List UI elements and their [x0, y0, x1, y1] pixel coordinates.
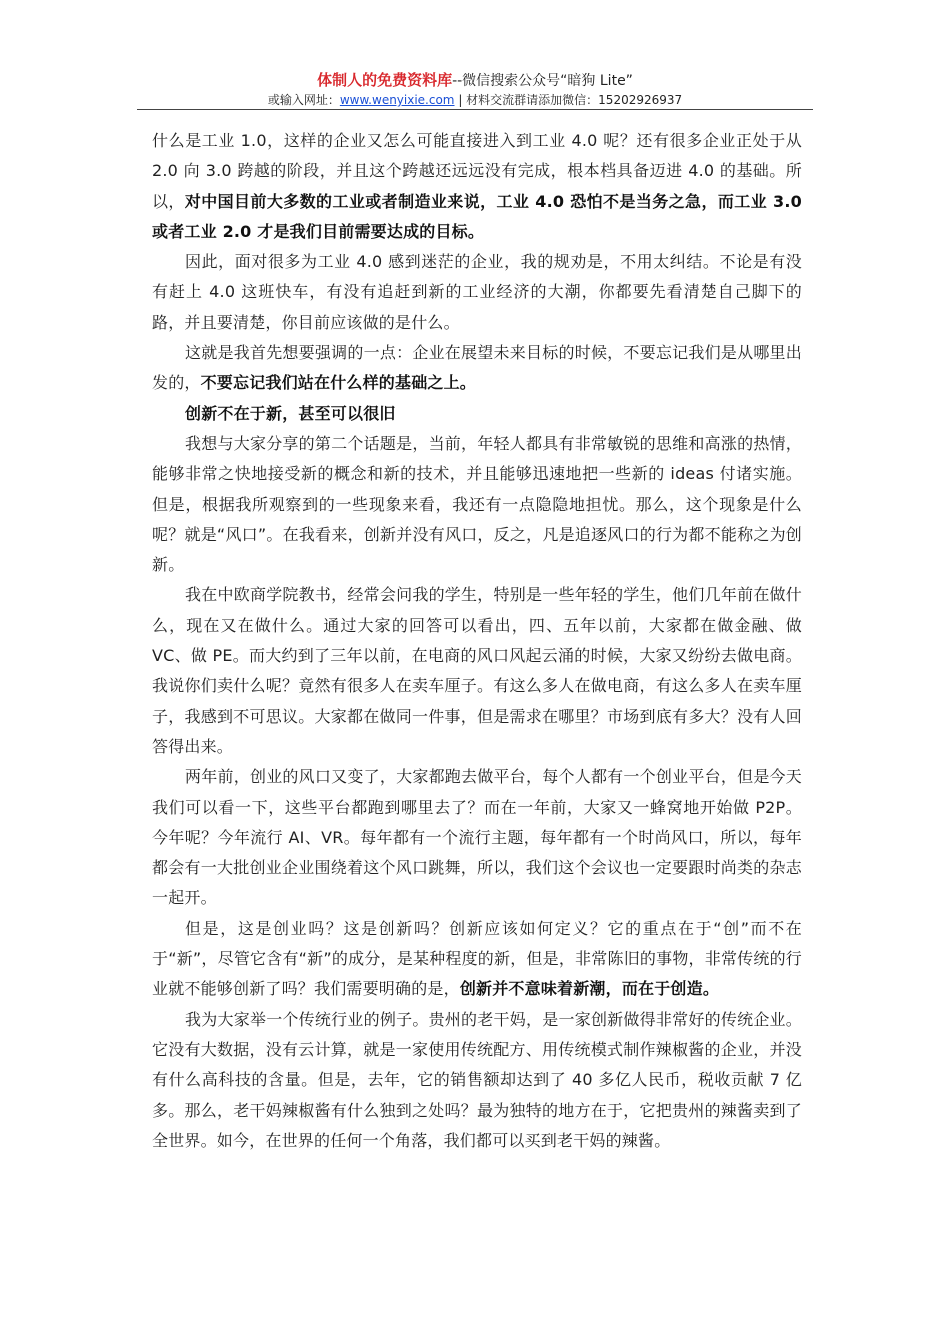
bold-text: 对中国目前大多数的工业或者制造业来说，工业 4.0 恐怕不是当务之急，而工业 3.0 或者工业 2.0 才是我们目前需要达成的目标。: [152, 191, 802, 241]
paragraph: [152, 429, 802, 580]
header-url-prefix: 或输入网址：: [267, 93, 340, 107]
header-title: 体制人的免费资料库: [317, 71, 453, 89]
text-run: 但是，这是创业吗？这是创新吗？创新应该如何定义？它的重点在于“创”而不在于“新”，尽管它含有“新”的成分，是某种程度的新，但是，非常陈旧的事物，非常传统的行业就不能够创新了吗？我们需要明确的是，: [152, 918, 802, 999]
paragraph: [152, 580, 802, 762]
text-run: 我为大家举一个传统行业的例子。贵州的老干妈，是一家创新做得非常好的传统企业。它没有大数据，没有云计算，就是一家使用传统配方、用传统模式制作辣椒酱的企业，并没有什么高科技的含量。但是，去年，它的销售额却达到了 40 多亿人民币，税收贡献 7 亿多。那么，老干妈辣椒酱有什么独到之处吗？最为独特的地方在于，它把贵州的辣酱卖到了全世界。如今，在世界的任何一个角落，我们都可以买到老干妈的辣酱。: [152, 1009, 802, 1150]
paragraph: [152, 126, 802, 247]
header-url-link[interactable]: www.wenyixie.com: [339, 93, 455, 107]
header-contact: | 材料交流群请添加微信：15202926937: [454, 93, 683, 107]
paragraph: [152, 338, 802, 399]
bold-text: 创新并不意味着新潮，而在于创造。: [459, 979, 720, 999]
text-run: 我想与大家分享的第二个话题是，当前，年轻人都具有非常敏锐的思维和高涨的热情，能够非常之快地接受新的概念和新的技术，并且能够迅速地把一些新的 ideas 付诸实施。但是，根据我所观察到的一些现象来看，我还有一点隐隐地担忧。那么，这个现象是什么呢？就是“风口”。在我看来，创新并没有风口，反之，凡是追逐风口的行为都不能称之为创新。: [152, 433, 802, 575]
paragraph: [152, 914, 802, 1005]
header-subtitle: --微信搜索公众号“暗狗 Lite”: [452, 73, 633, 89]
header-line-2: [0, 91, 950, 109]
paragraph: [152, 762, 802, 913]
text-run: 什么是工业 1.0，这样的企业又怎么可能直接进入到工业 4.0 呢？还有很多企业正处于从 2.0 向 3.0 跨越的阶段，并且这个跨越还远远没有完成，根本档具备迈进 4.0 的基础。所以，: [152, 131, 802, 211]
text-run: 我在中欧商学院教书，经常会问我的学生，特别是一些年轻的学生，他们几年前在做什么，现在又在做什么。通过大家的回答可以看出，四、五年以前，大家都在做金融、做 VC、做 PE。而大约到了三年以前，在电商的风口风起云涌的时候，大家又纷纷去做电商。我说你们卖什么呢？竟然有很多人在卖车厘子。有这么多人在做电商，有这么多人在卖车厘子，我感到不可思议。大家都在做同一件事，但是需求在哪里？市场到底有多大？没有人回答得出来。: [152, 585, 802, 756]
bold-text: 创新不在于新，甚至可以很旧: [185, 403, 396, 423]
header-line-1: [0, 70, 950, 91]
paragraph: [152, 1005, 802, 1156]
page-header: [0, 70, 950, 109]
text-run: 这就是我首先想要强调的一点：企业在展望未来目标的时候，不要忘记我们是从哪里出发的，: [152, 343, 802, 393]
paragraph: [152, 399, 802, 429]
bold-text: 不要忘记我们站在什么样的基础之上。: [200, 373, 477, 393]
article-body: [152, 126, 802, 1156]
paragraph: [152, 247, 802, 338]
text-run: 因此，面对很多为工业 4.0 感到迷茫的企业，我的规劝是，不用太纠结。不论是有没有赶上 4.0 这班快车，有没有追赶到新的工业经济的大潮，你都要先看清楚自己脚下的路，并且要清楚，你目前应该做的是什么。: [152, 252, 802, 332]
header-divider: [137, 109, 813, 110]
text-run: 两年前，创业的风口又变了，大家都跑去做平台，每个人都有一个创业平台，但是今天我们可以看一下，这些平台都跑到哪里去了？而在一年前，大家又一蜂窝地开始做 P2P。今年呢？今年流行 AI、VR。每年都有一个流行主题，每年都有一个时尚风口，所以，每年都会有一大批创业企业围绕着这个风口跳舞，所以，我们这个会议也一定要跟时尚类的杂志一起开。: [152, 767, 802, 908]
